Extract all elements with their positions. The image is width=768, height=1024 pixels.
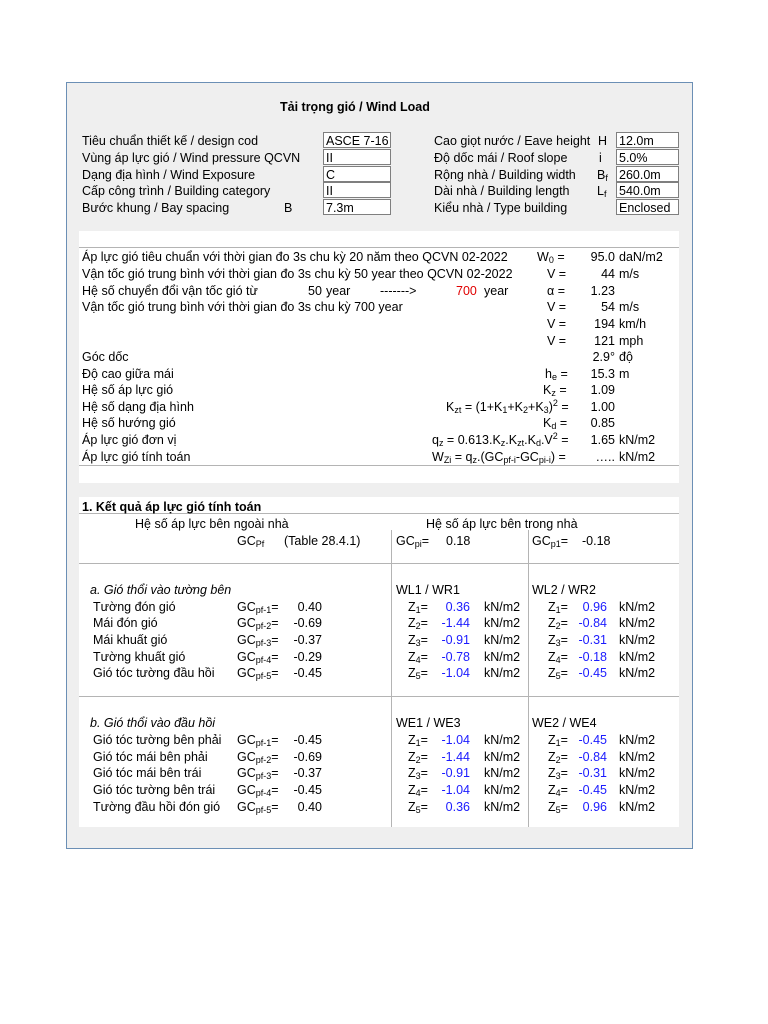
z-symbol: $Z_5=$: [408, 800, 428, 815]
he-symbol: $h_e$ =: [545, 367, 568, 382]
qz-label: Áp lực gió đơn vị: [82, 433, 177, 447]
pressure-value: -0.45: [578, 666, 607, 680]
pressure-unit: kN/m2: [619, 600, 656, 614]
v700-mph-value: 121: [594, 334, 615, 348]
gc-value: -0.45: [293, 666, 322, 680]
he-label: Độ cao giữa mái: [82, 367, 174, 381]
input-field[interactable]: 540.0m: [616, 182, 679, 198]
gc-symbol: $GC_{pf-2}=$: [237, 750, 279, 765]
z-symbol: $Z_1=$: [408, 733, 428, 748]
pressure-value: -1.44: [441, 750, 470, 764]
v700-kmh-symbol: V =: [547, 317, 567, 331]
input-label: Vùng áp lực gió / Wind pressure QCVN: [82, 151, 301, 165]
gcpi-positive-value: 0.18: [446, 534, 471, 548]
pressure-unit: kN/m2: [484, 650, 521, 664]
pressure-unit: kN/m2: [484, 616, 521, 630]
conversion-arrow: ------->: [380, 284, 417, 298]
qz-value: 1.65: [590, 433, 615, 447]
pressure-unit: kN/m2: [619, 750, 656, 764]
row-label: Gió tóc tường đầu hồi: [93, 666, 215, 680]
inner-pressure-header: Hệ số áp lực bên trong nhà: [426, 517, 578, 531]
section-a-col1-header: WL1 / WR1: [396, 583, 460, 597]
row-label: Mái đón gió: [93, 616, 158, 630]
alpha-value: 1.23: [590, 284, 615, 298]
he-unit: m: [619, 367, 630, 381]
pressure-value: -0.84: [578, 616, 607, 630]
pressure-unit: kN/m2: [484, 800, 521, 814]
results-heading: 1. Kết quả áp lực gió tính toán: [82, 500, 262, 514]
v50-symbol: V =: [547, 267, 567, 281]
kzt-formula: $K_{zt} = (1+K_1+K_2+K_3)^2$ =: [446, 398, 569, 415]
slope-value: 2.9°: [592, 350, 615, 364]
z-symbol: $Z_3=$: [548, 766, 568, 781]
input-symbol: B: [284, 201, 293, 215]
pressure-value: -0.91: [441, 633, 470, 647]
z-symbol: $Z_2=$: [548, 616, 568, 631]
gc-value: -0.69: [293, 616, 322, 630]
gc-value: 0.40: [297, 600, 322, 614]
gc-value: -0.37: [293, 633, 322, 647]
pressure-unit: kN/m2: [619, 666, 656, 680]
section-b-col2-header: WE2 / WE4: [532, 716, 597, 730]
z-symbol: $Z_5=$: [548, 666, 568, 681]
pressure-unit: kN/m2: [484, 766, 521, 780]
pressure-value: -0.18: [578, 650, 607, 664]
alpha-symbol: α =: [547, 284, 565, 298]
gc-symbol: $GC_{pf-3}=$: [237, 766, 279, 781]
gc-value: -0.45: [293, 733, 322, 747]
input-label: Dài nhà / Building length: [434, 184, 570, 198]
gcpi-negative-symbol: $GC_{p1}=$: [532, 534, 569, 549]
w0-unit: daN/m2: [619, 250, 663, 264]
v700-mph-unit: mph: [619, 334, 644, 348]
pressure-unit: kN/m2: [619, 616, 656, 630]
row-label: Tường đầu hồi đón gió: [93, 800, 221, 814]
z-symbol: $Z_3=$: [408, 766, 428, 781]
input-symbol: $L_f$: [597, 184, 607, 199]
input-symbol: $B_f$: [597, 168, 608, 183]
v700-label: Vận tốc gió trung bình với thời gian đo 3s chu kỳ 700 year: [82, 300, 403, 314]
v700-ms-unit: m/s: [619, 300, 640, 314]
gc-symbol: $GC_{pf-2}=$: [237, 616, 279, 631]
v50-unit: m/s: [619, 267, 640, 281]
gcpi-positive-symbol: $GC_{pi}=$: [396, 534, 430, 549]
input-field[interactable]: 5.0%: [616, 149, 679, 165]
pressure-value: -0.45: [578, 783, 607, 797]
section-b-col1-header: WE1 / WE3: [396, 716, 461, 730]
kz-label: Hệ số áp lực gió: [82, 383, 174, 397]
pressure-unit: kN/m2: [484, 750, 521, 764]
conversion-to: 700: [456, 284, 477, 298]
input-label: Kiểu nhà / Type building: [434, 201, 568, 215]
pressure-unit: kN/m2: [619, 633, 656, 647]
input-field[interactable]: Enclosed: [616, 199, 679, 215]
conversion-from-unit: year: [326, 284, 351, 298]
input-field[interactable]: II: [323, 182, 391, 198]
v700-ms-value: 54: [601, 300, 615, 314]
input-field[interactable]: 12.0m: [616, 132, 679, 148]
v50-value: 44: [601, 267, 615, 281]
input-label: Độ dốc mái / Roof slope: [434, 151, 568, 165]
pressure-unit: kN/m2: [484, 783, 521, 797]
pressure-unit: kN/m2: [484, 733, 521, 747]
input-field[interactable]: C: [323, 166, 391, 182]
qz-formula: $q_z = 0.613.K_z.K_{zt}.K_d.V^2$ =: [432, 431, 569, 448]
w0-label: Áp lực gió tiêu chuẩn với thời gian đo 3s chu kỳ 20 năm theo QCVN 02-2022: [82, 250, 508, 264]
kd-symbol: $K_d$ =: [543, 416, 568, 431]
pressure-value: -1.44: [441, 616, 470, 630]
pressure-value: 0.96: [582, 600, 607, 614]
page-title: Tải trọng gió / Wind Load: [280, 100, 430, 114]
gcpi-negative-value: -0.18: [582, 534, 611, 548]
section-a-title: a. Gió thổi vào tường bên: [90, 583, 232, 597]
gc-symbol: $GC_{pf-5}=$: [237, 666, 279, 681]
z-symbol: $Z_5=$: [548, 800, 568, 815]
he-value: 15.3: [590, 367, 615, 381]
gcpf-header: $GC_{Pf}$: [237, 534, 265, 549]
conversion-label: Hệ số chuyển đổi vận tốc gió từ: [82, 284, 258, 298]
gc-value: -0.45: [293, 783, 322, 797]
v700-kmh-value: 194: [594, 317, 615, 331]
pressure-value: -0.78: [441, 650, 470, 664]
z-symbol: $Z_5=$: [408, 666, 428, 681]
input-label: Rộng nhà / Building width: [434, 168, 576, 182]
input-field[interactable]: ASCE 7-16: [323, 132, 391, 148]
pressure-value: -1.04: [441, 666, 470, 680]
z-symbol: $Z_4=$: [548, 650, 568, 665]
z-symbol: $Z_1=$: [548, 733, 568, 748]
outer-pressure-header: Hệ số áp lực bên ngoài nhà: [135, 517, 289, 531]
pressure-value: -0.84: [578, 750, 607, 764]
pressure-value: -0.31: [578, 633, 607, 647]
w0-symbol: $W_0$ =: [537, 250, 565, 265]
pressure-unit: kN/m2: [484, 600, 521, 614]
gc-symbol: $GC_{pf-1}=$: [237, 733, 279, 748]
section-b-title: b. Gió thổi vào đầu hồi: [90, 716, 216, 730]
input-label: Tiêu chuẩn thiết kế / design cod: [82, 134, 259, 148]
row-label: Gió tóc tường bên trái: [93, 783, 216, 797]
z-symbol: $Z_3=$: [408, 633, 428, 648]
row-label: Gió tóc mái bên phải: [93, 750, 208, 764]
input-field[interactable]: II: [323, 149, 391, 165]
gc-value: 0.40: [297, 800, 322, 814]
pressure-unit: kN/m2: [484, 666, 521, 680]
input-symbol: i: [599, 151, 602, 165]
row-label: Mái khuất gió: [93, 633, 168, 647]
pressure-value: -1.04: [441, 733, 470, 747]
input-symbol: H: [598, 134, 608, 148]
v700-kmh-unit: km/h: [619, 317, 647, 331]
table-reference: (Table 28.4.1): [284, 534, 361, 548]
conversion-to-unit: year: [484, 284, 509, 298]
wzi-label: Áp lực gió tính toán: [82, 450, 191, 464]
pressure-value: 0.36: [445, 600, 470, 614]
gc-symbol: $GC_{pf-3}=$: [237, 633, 279, 648]
z-symbol: $Z_1=$: [408, 600, 428, 615]
kd-value: 0.85: [590, 416, 615, 430]
qz-unit: kN/m2: [619, 433, 656, 447]
gc-value: -0.29: [293, 650, 322, 664]
slope-unit: độ: [619, 350, 633, 364]
z-symbol: $Z_4=$: [548, 783, 568, 798]
z-symbol: $Z_4=$: [408, 783, 428, 798]
pressure-unit: kN/m2: [619, 733, 656, 747]
z-symbol: $Z_2=$: [548, 750, 568, 765]
wzi-value: …..: [595, 450, 615, 464]
pressure-value: -0.91: [441, 766, 470, 780]
input-label: Cao giọt nước / Eave height: [434, 134, 591, 148]
row-label: Tường khuất gió: [93, 650, 186, 664]
v700-mph-symbol: V =: [547, 334, 567, 348]
z-symbol: $Z_2=$: [408, 750, 428, 765]
row-label: Gió tóc mái bên trái: [93, 766, 202, 780]
pressure-value: -0.31: [578, 766, 607, 780]
pressure-value: 0.36: [445, 800, 470, 814]
gc-symbol: $GC_{pf-1}=$: [237, 600, 279, 615]
v50-label: Vận tốc gió trung bình với thời gian đo 3s chu kỳ 50 year theo QCVN 02-2022: [82, 267, 513, 281]
gc-value: -0.69: [293, 750, 322, 764]
v700-symbol: V =: [547, 300, 567, 314]
z-symbol: $Z_3=$: [548, 633, 568, 648]
wzi-unit: kN/m2: [619, 450, 656, 464]
pressure-unit: kN/m2: [619, 766, 656, 780]
input-field[interactable]: 260.0m: [616, 166, 679, 182]
kzt-value: 1.00: [590, 400, 615, 414]
pressure-value: -1.04: [441, 783, 470, 797]
input-label: Dạng địa hình / Wind Exposure: [82, 168, 256, 182]
row-label: Gió tóc tường bên phải: [93, 733, 222, 747]
gc-symbol: $GC_{pf-4}=$: [237, 650, 279, 665]
pressure-value: 0.96: [582, 800, 607, 814]
pressure-unit: kN/m2: [619, 783, 656, 797]
section-a-col2-header: WL2 / WR2: [532, 583, 596, 597]
gc-symbol: $GC_{pf-4}=$: [237, 783, 279, 798]
slope-label: Góc dốc: [82, 350, 129, 364]
wzi-formula: $W_{Zi} = q_z.(GC_{pf-i}-GC_{pi-i})$ =: [432, 450, 566, 465]
gc-value: -0.37: [293, 766, 322, 780]
gc-symbol: $GC_{pf-5}=$: [237, 800, 279, 815]
z-symbol: $Z_1=$: [548, 600, 568, 615]
pressure-value: -0.45: [578, 733, 607, 747]
kzt-label: Hệ số dạng địa hình: [82, 400, 194, 414]
pressure-unit: kN/m2: [484, 633, 521, 647]
row-label: Tường đón gió: [93, 600, 176, 614]
z-symbol: $Z_2=$: [408, 616, 428, 631]
kd-label: Hệ số hướng gió: [82, 416, 176, 430]
pressure-unit: kN/m2: [619, 650, 656, 664]
input-field[interactable]: 7.3m: [323, 199, 391, 215]
kz-symbol: $K_z$ =: [543, 383, 567, 398]
pressure-unit: kN/m2: [619, 800, 656, 814]
z-symbol: $Z_4=$: [408, 650, 428, 665]
conversion-from: 50: [308, 284, 322, 298]
input-label: Cấp công trình / Building category: [82, 184, 271, 198]
kz-value: 1.09: [590, 383, 615, 397]
input-label: Bước khung / Bay spacing: [82, 201, 230, 215]
w0-value: 95.0: [590, 250, 615, 264]
